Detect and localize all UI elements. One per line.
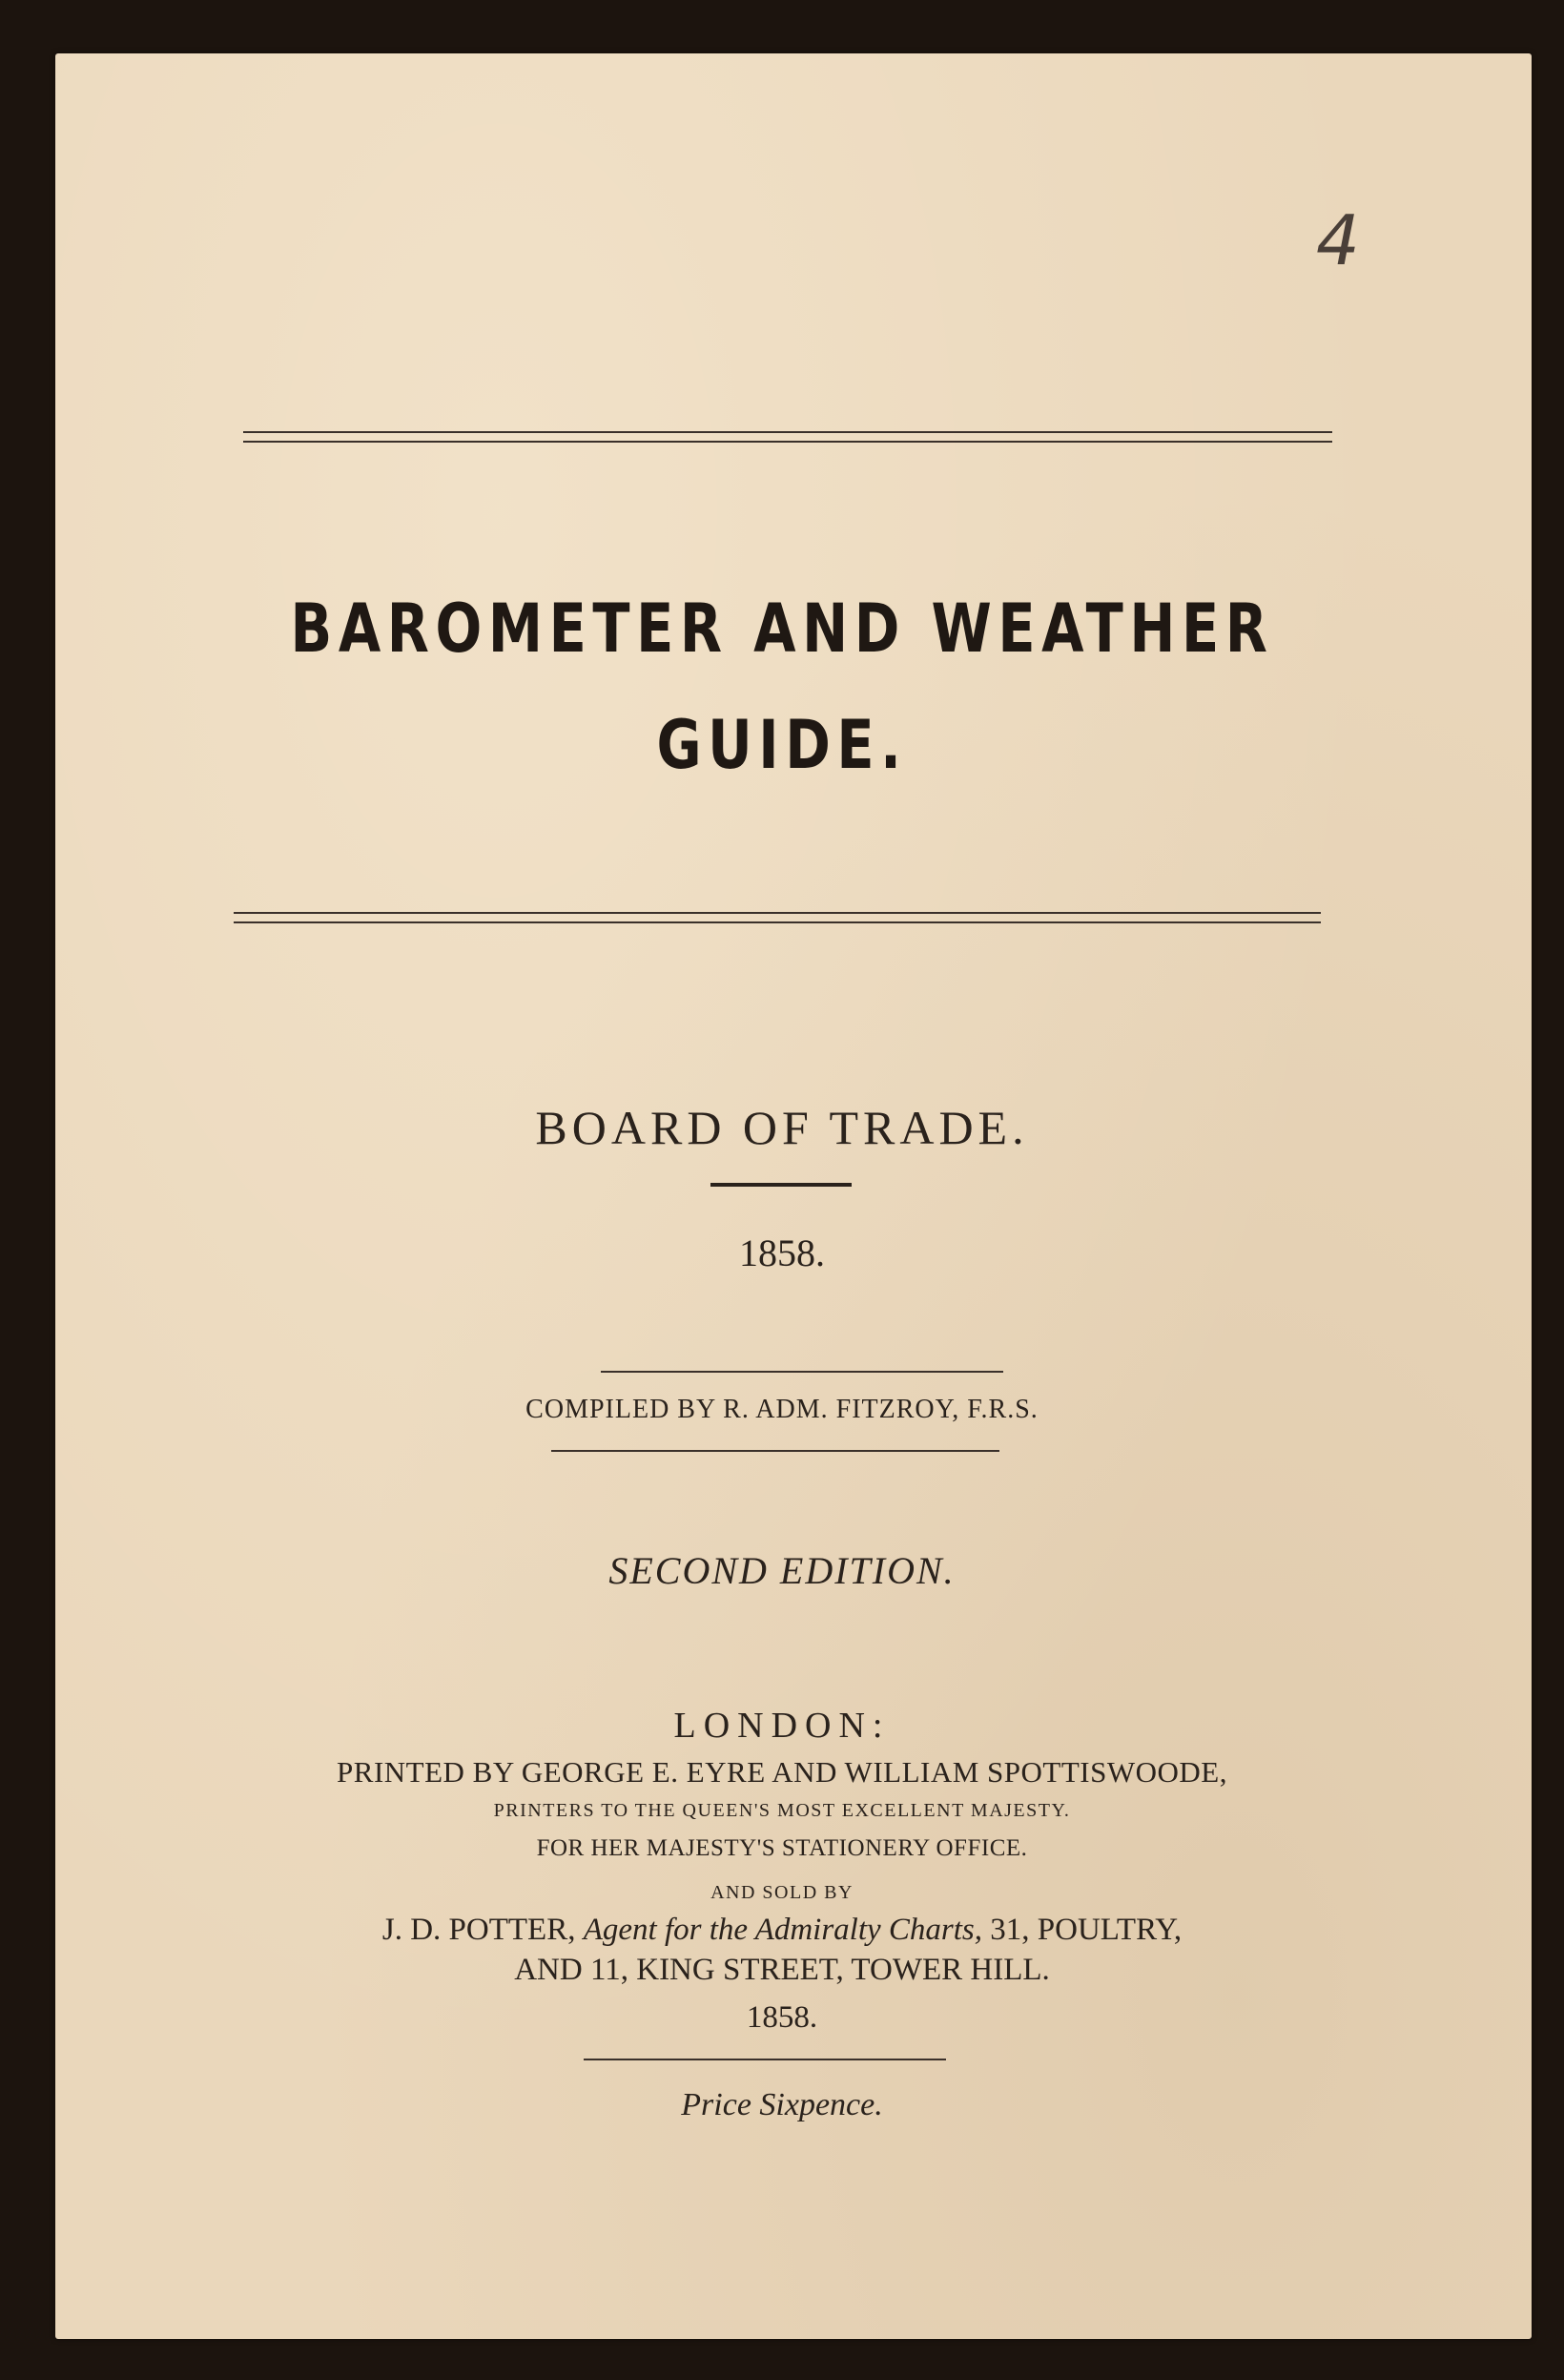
compiled-top-rule (601, 1371, 1003, 1373)
agent-address: 31, POULTRY, (990, 1913, 1183, 1947)
handwritten-page-number: 4 (1316, 200, 1360, 280)
imprint-sold-by: AND SOLD BY (710, 1882, 854, 1903)
agent-role: Agent for the Admiralty Charts, (583, 1913, 983, 1947)
publisher-underline (710, 1183, 852, 1187)
agent-name: J. D. POTTER, (381, 1913, 576, 1947)
publisher-heading: BOARD OF TRADE. (535, 1101, 1029, 1154)
title-line-2: GUIDE. (656, 706, 908, 784)
imprint-city: LONDON: (673, 1706, 891, 1746)
imprint-address-line-2: AND 11, KING STREET, TOWER HILL. (514, 1953, 1050, 1987)
compiled-bottom-rule (551, 1450, 999, 1452)
imprint-stationery-office: FOR HER MAJESTY'S STATIONERY OFFICE. (536, 1835, 1028, 1861)
price-label: Price Sixpence. (681, 2087, 883, 2122)
imprint-year: 1858. (746, 2000, 818, 2035)
price-rule (584, 2059, 946, 2060)
imprint-printer: PRINTED BY GEORGE E. EYRE AND WILLIAM SPOTTISWOODE, (337, 1755, 1227, 1789)
compiled-by: COMPILED BY R. ADM. FITZROY, F.R.S. (525, 1395, 1039, 1424)
imprint-printers-to: PRINTERS TO THE QUEEN'S MOST EXCELLENT MAJESTY. (493, 1800, 1071, 1821)
middle-double-rule (234, 912, 1321, 923)
publication-year: 1858. (739, 1231, 825, 1274)
imprint-agent (0, 1913, 1564, 1948)
top-double-rule (243, 431, 1332, 443)
title-page (55, 53, 1532, 2339)
title-line-1: BAROMETER AND WEATHER (290, 590, 1274, 668)
edition-label: SECOND EDITION. (608, 1549, 956, 1592)
